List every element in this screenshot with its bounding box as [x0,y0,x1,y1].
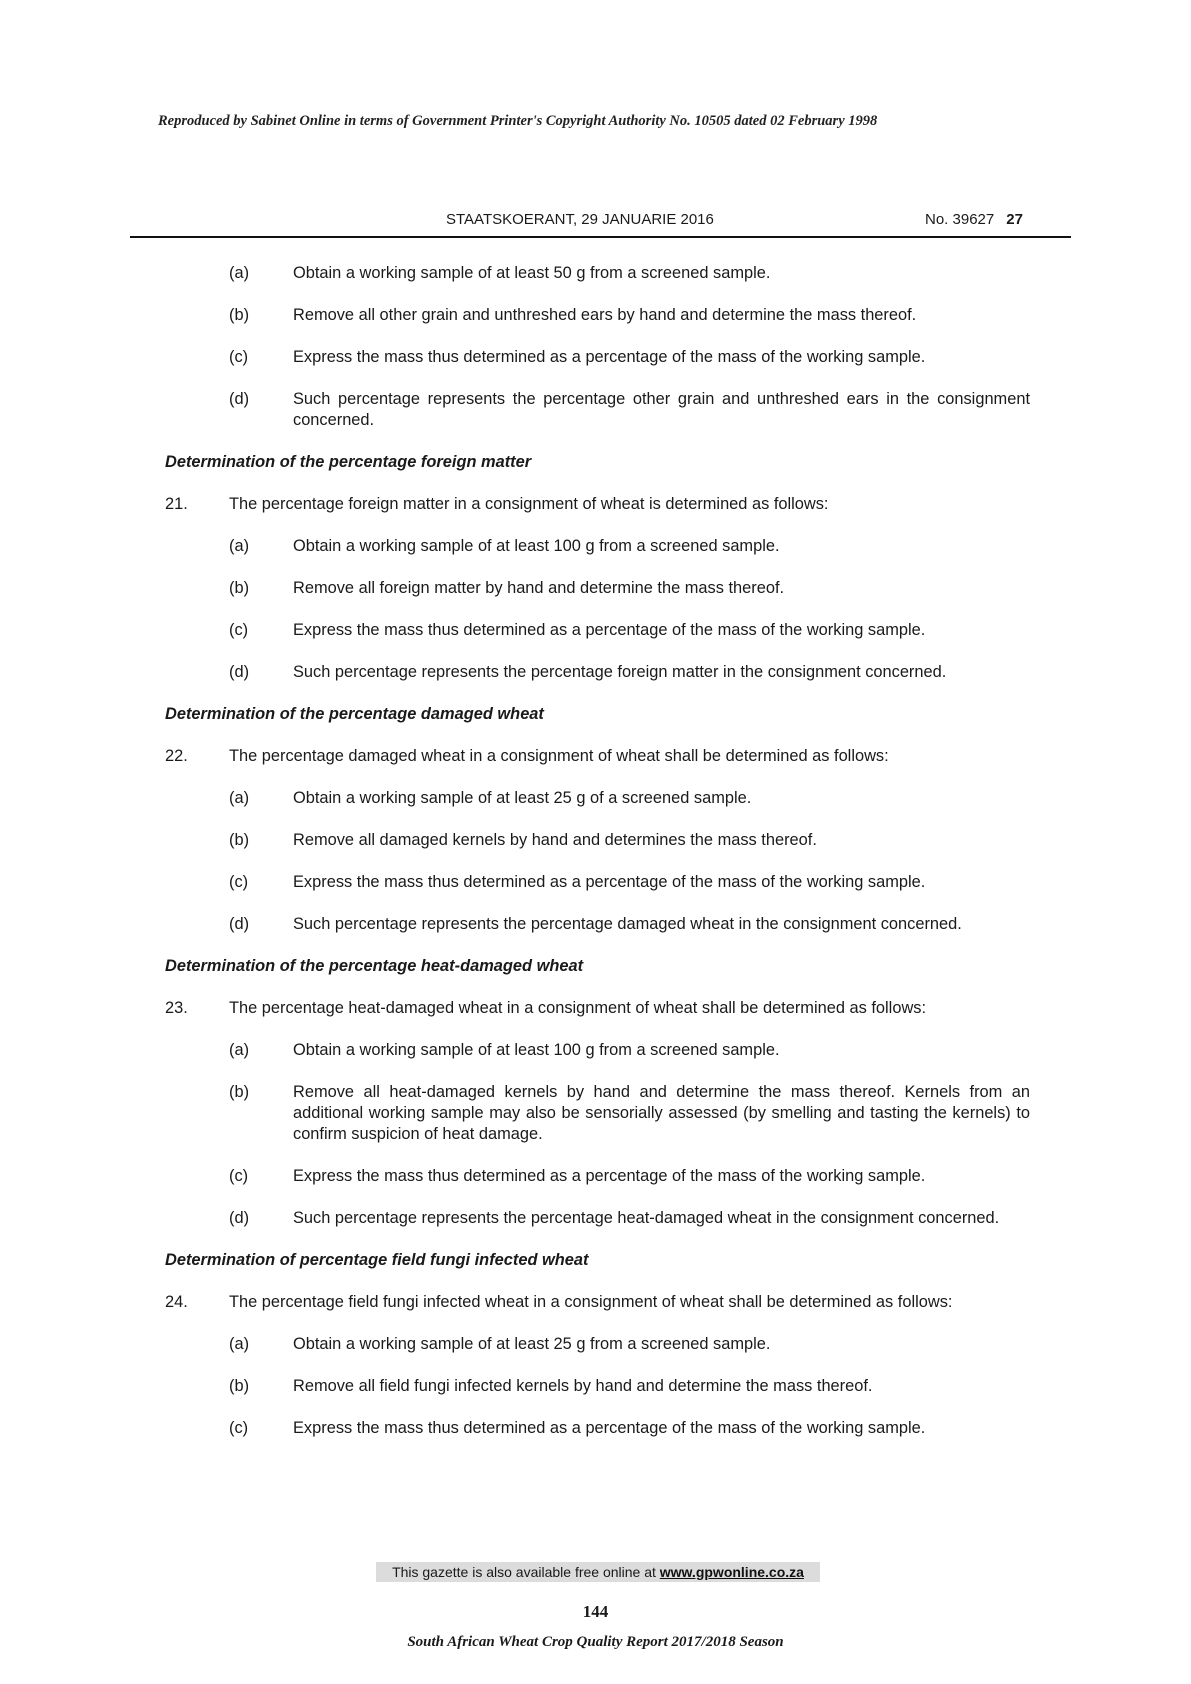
item-text: Remove all heat-damaged kernels by hand and determine the mass thereof. Kernels from an additional working sample may also be sensorially assessed (by smelling and tasting the kernels) to confirm suspicion of heat damage. [293,1083,1030,1143]
gazette-page-number: 27 [1006,211,1023,228]
item-label: (a) [229,264,250,282]
item-text: Remove all other grain and unthreshed ears by hand and determine the mass thereof. [293,306,917,324]
item-label: (a) [229,1041,250,1059]
list-item [165,1208,1030,1229]
list-item [165,1082,1030,1145]
item-text: Remove all field fungi infected kernels by hand and determine the mass thereof. [293,1377,873,1395]
item-label: (c) [229,873,249,891]
section-number: 23. [165,999,188,1017]
section-lead: The percentage field fungi infected wheat in a consignment of wheat shall be determined as follows: [229,1293,953,1311]
item-text: Such percentage represents the percentage foreign matter in the consignment concerned. [293,663,947,681]
item-text: Express the mass thus determined as a percentage of the mass of the working sample. [293,1167,926,1185]
section-heading: Determination of the percentage damaged wheat [165,705,544,723]
item-text: Obtain a working sample of at least 25 g of a screened sample. [293,789,752,807]
gpwonline-link[interactable]: www.gpwonline.co.za [659,1564,804,1580]
item-text: Remove all foreign matter by hand and determine the mass thereof. [293,579,785,597]
item-text: Express the mass thus determined as a percentage of the mass of the working sample. [293,1419,926,1437]
list-item [165,830,1030,851]
item-text: Express the mass thus determined as a percentage of the mass of the working sample. [293,621,926,639]
item-text: Such percentage represents the percentage other grain and unthreshed ears in the consignment concerned. [293,390,1030,429]
item-label: (b) [229,1083,250,1101]
gazette-issue [925,211,1023,228]
item-text: Remove all damaged kernels by hand and determines the mass thereof. [293,831,817,849]
section-paragraph [165,998,1030,1019]
list-item [165,1166,1030,1187]
list-item [165,1376,1030,1397]
section-paragraph [165,494,1030,515]
item-text: Obtain a working sample of at least 100 g from a screened sample. [293,1041,780,1059]
item-text: Such percentage represents the percentage heat-damaged wheat in the consignment concerned. [293,1209,1000,1227]
item-label: (b) [229,831,250,849]
item-label: (c) [229,348,249,366]
item-text: Express the mass thus determined as a percentage of the mass of the working sample. [293,873,926,891]
item-label: (d) [229,1209,250,1227]
item-label: (b) [229,306,250,324]
availability-text: This gazette is also available free online at [392,1564,656,1580]
section-heading: Determination of the percentage foreign matter [165,453,532,471]
item-label: (c) [229,1167,249,1185]
reproduction-notice: Reproduced by Sabinet Online in terms of Government Printer's Copyright Authority No. 10505 dated 02 February 1998 [158,113,878,129]
list-item [165,1334,1030,1355]
list-item [165,872,1030,893]
section-number: 21. [165,495,188,513]
item-label: (b) [229,579,250,597]
item-label: (c) [229,1419,249,1437]
list-item [165,263,1030,284]
issue-number: No. 39627 [925,211,995,228]
list-item [165,578,1030,599]
item-text: Obtain a working sample of at least 50 g from a screened sample. [293,264,771,282]
list-item [165,662,1030,683]
list-item [165,1040,1030,1061]
section-paragraph [165,746,1030,767]
list-item [165,1418,1030,1439]
item-label: (c) [229,621,249,639]
section-lead: The percentage heat-damaged wheat in a consignment of wheat shall be determined as follows: [229,999,927,1017]
list-item [165,620,1030,641]
item-label: (d) [229,663,250,681]
item-label: (d) [229,915,250,933]
item-label: (b) [229,1377,250,1395]
item-label: (d) [229,390,250,408]
header-rule [130,236,1071,238]
list-item [165,788,1030,809]
section-number: 22. [165,747,188,765]
item-label: (a) [229,537,250,555]
section-lead: The percentage damaged wheat in a consignment of wheat shall be determined as follows: [229,747,889,765]
page-number: 144 [582,1602,609,1621]
item-text: Such percentage represents the percentage damaged wheat in the consignment concerned. [293,915,962,933]
gazette-title: STAATSKOERANT, 29 JANUARIE 2016 [446,211,714,228]
item-label: (a) [229,789,250,807]
list-item [165,536,1030,557]
section-heading: Determination of the percentage heat-damaged wheat [165,957,584,975]
item-text: Obtain a working sample of at least 100 g from a screened sample. [293,537,780,555]
section-number: 24. [165,1293,188,1311]
list-item [165,914,1030,935]
list-item [165,305,1030,326]
item-text: Obtain a working sample of at least 25 g from a screened sample. [293,1335,771,1353]
report-title: South African Wheat Crop Quality Report 2017/2018 Season [407,1634,784,1650]
section-paragraph [165,1292,1030,1313]
document-body [165,263,1030,1460]
section-lead: The percentage foreign matter in a consignment of wheat is determined as follows: [229,495,829,513]
item-label: (a) [229,1335,250,1353]
availability-banner [376,1562,820,1582]
section-heading: Determination of percentage field fungi infected wheat [165,1251,589,1269]
list-item [165,347,1030,368]
item-text: Express the mass thus determined as a percentage of the mass of the working sample. [293,348,926,366]
list-item [165,389,1030,431]
